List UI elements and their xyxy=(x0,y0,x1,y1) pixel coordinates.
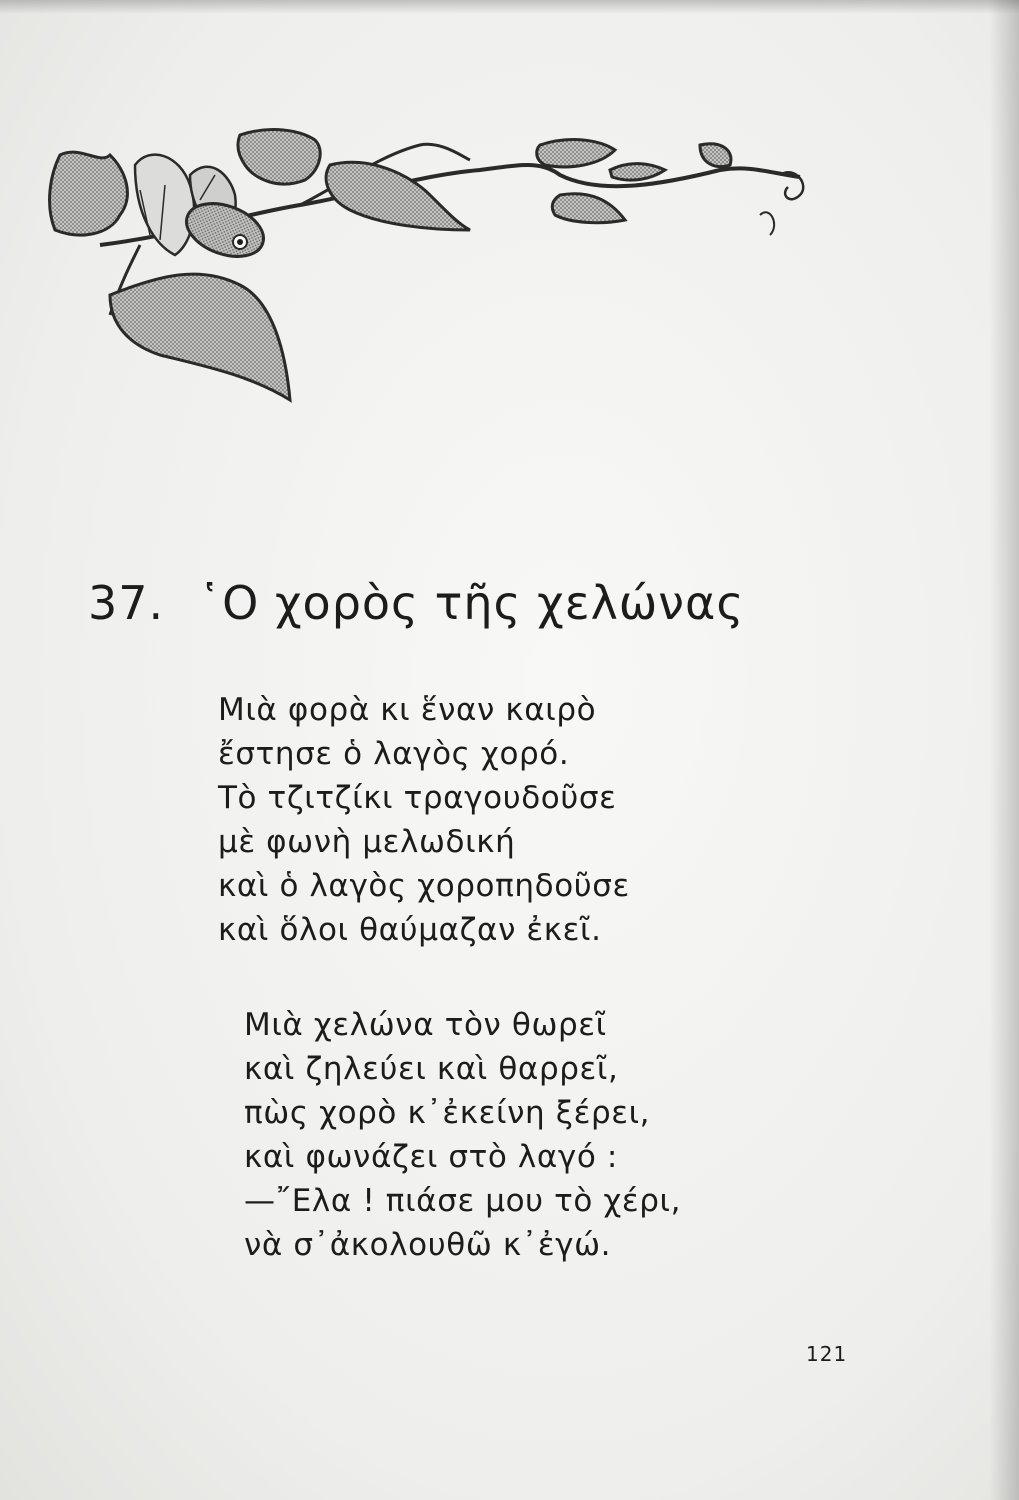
poem-line: πὼς χορὸ κ᾽ἐκείνη ξέρει, xyxy=(244,1095,651,1131)
leaf-large-bottom xyxy=(110,274,290,400)
leaf-small-right xyxy=(610,164,665,181)
vine-cicada-illustration xyxy=(40,115,830,405)
poem-title: ῾Ο χορὸς τῆς χελώνας xyxy=(198,575,745,630)
poem-line: καὶ ὅλοι θαύμαζαν ἐκεῖ. xyxy=(218,912,602,948)
page-number: 121 xyxy=(806,1342,848,1366)
poem-line: Μιὰ φορὰ κι ἕναν καιρὸ xyxy=(218,692,597,728)
page-title xyxy=(88,576,744,630)
poem-line: καὶ ὁ λαγὸς χοροπηδοῦσε xyxy=(218,868,630,904)
leaf-upper xyxy=(238,130,320,184)
leaf-lower-right xyxy=(552,194,625,223)
poem-line: Τὸ τζιτζίκι τραγουδοῦσε xyxy=(218,780,617,816)
page-top-shadow xyxy=(0,0,1019,14)
poem-line: καὶ ζηλεύει καὶ θαρρεῖ, xyxy=(244,1051,619,1087)
poem-line: Μιὰ χελώνα τὸν θωρεῖ xyxy=(244,1007,607,1043)
poem-number: 37. xyxy=(88,575,165,630)
vine-tendril-end xyxy=(760,212,774,235)
poem-line: —῎Ελα ! πιάσε μου τὸ χέρι, xyxy=(244,1183,682,1219)
leaf-far-right xyxy=(700,144,731,167)
poem-stanza-1 xyxy=(218,688,630,952)
poem-stanza-2 xyxy=(244,1003,681,1267)
poem-line: καὶ φωνάζει στὸ λαγό : xyxy=(244,1139,618,1175)
leaf-mid-right xyxy=(537,140,615,167)
poem-line: νὰ σ᾽ἀκολουθῶ κ᾽ἐγώ. xyxy=(244,1227,612,1263)
page-edge-shadow xyxy=(989,0,1019,1500)
poem-line: ἔστησε ὁ λαγὸς χορό. xyxy=(218,736,570,772)
poem-line: μὲ φωνὴ μελωδική xyxy=(218,824,516,860)
leaf-left xyxy=(50,152,128,235)
